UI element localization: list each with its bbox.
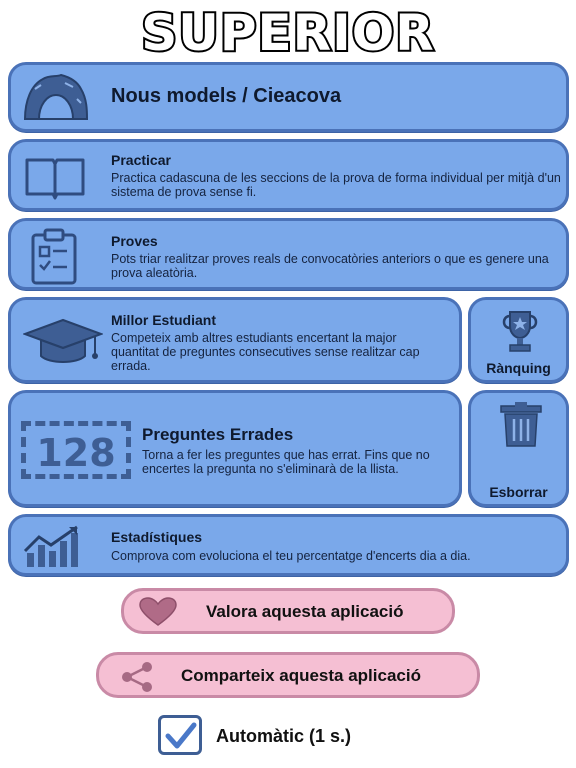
estadistiques-title: Estadístiques — [111, 529, 203, 545]
trash-icon — [499, 400, 543, 448]
practicar-button[interactable] — [8, 139, 569, 211]
errades-count: 128 — [36, 431, 116, 475]
nous-models-label: Nous models / Cieacova — [111, 85, 342, 107]
practicar-description: Practica cadascuna de les seccions de la prova de forma individual per mitjà d'un sistema de prova sense fi. — [111, 171, 561, 199]
checkmark-icon — [164, 720, 198, 752]
valora-button[interactable] — [121, 588, 455, 634]
book-icon — [23, 154, 87, 200]
automatic-toggle[interactable] — [158, 715, 418, 759]
share-icon — [119, 661, 155, 693]
preguntes-errades-button[interactable] — [8, 390, 462, 507]
esborrar-label: Esborrar — [489, 484, 548, 500]
proves-title: Proves — [111, 233, 158, 249]
valora-label: Valora aquesta aplicació — [206, 602, 404, 621]
proves-button[interactable] — [8, 218, 569, 290]
esborrar-button[interactable] — [468, 390, 569, 507]
millor-estudiant-button[interactable] — [8, 297, 462, 383]
trophy-icon — [498, 308, 542, 354]
millor-estudiant-title: Millor Estudiant — [111, 312, 216, 328]
errades-description: Torna a fer les preguntes que has errat. Fins que no encertes la pregunta no s'eliminarà de la llista. — [142, 448, 430, 476]
practicar-title: Practicar — [111, 152, 171, 168]
automatic-label: Automàtic (1 s.) — [216, 726, 352, 746]
ranquing-label: Rànquing — [486, 360, 551, 376]
proves-description: Pots triar realitzar proves reals de convocatòries anteriors o que es genere una prova aleatòria. — [111, 252, 549, 280]
heart-icon — [138, 597, 178, 627]
chart-icon — [21, 523, 87, 569]
millor-estudiant-description: Competeix amb altres estudiants encertant la major quantitat de preguntes consecutives sense realitzar cap errada. — [111, 331, 420, 373]
estadistiques-description: Comprova com evoluciona el teu percentatge d'encerts dia a dia. — [111, 549, 471, 563]
app-title — [0, 2, 576, 62]
errades-title: Preguntes Errades — [142, 425, 294, 444]
ranquing-button[interactable] — [468, 297, 569, 383]
cave-icon — [21, 73, 91, 123]
title-text: SUPERIOR — [141, 4, 435, 62]
estadistiques-button[interactable] — [8, 514, 569, 576]
comparteix-button[interactable] — [96, 652, 480, 698]
clipboard-icon — [29, 227, 79, 285]
comparteix-label: Comparteix aquesta aplicació — [181, 666, 421, 685]
automatic-checkbox[interactable] — [158, 715, 202, 755]
graduation-cap-icon — [23, 316, 103, 370]
errades-count-box — [21, 421, 131, 479]
nous-models-button[interactable] — [8, 62, 569, 132]
